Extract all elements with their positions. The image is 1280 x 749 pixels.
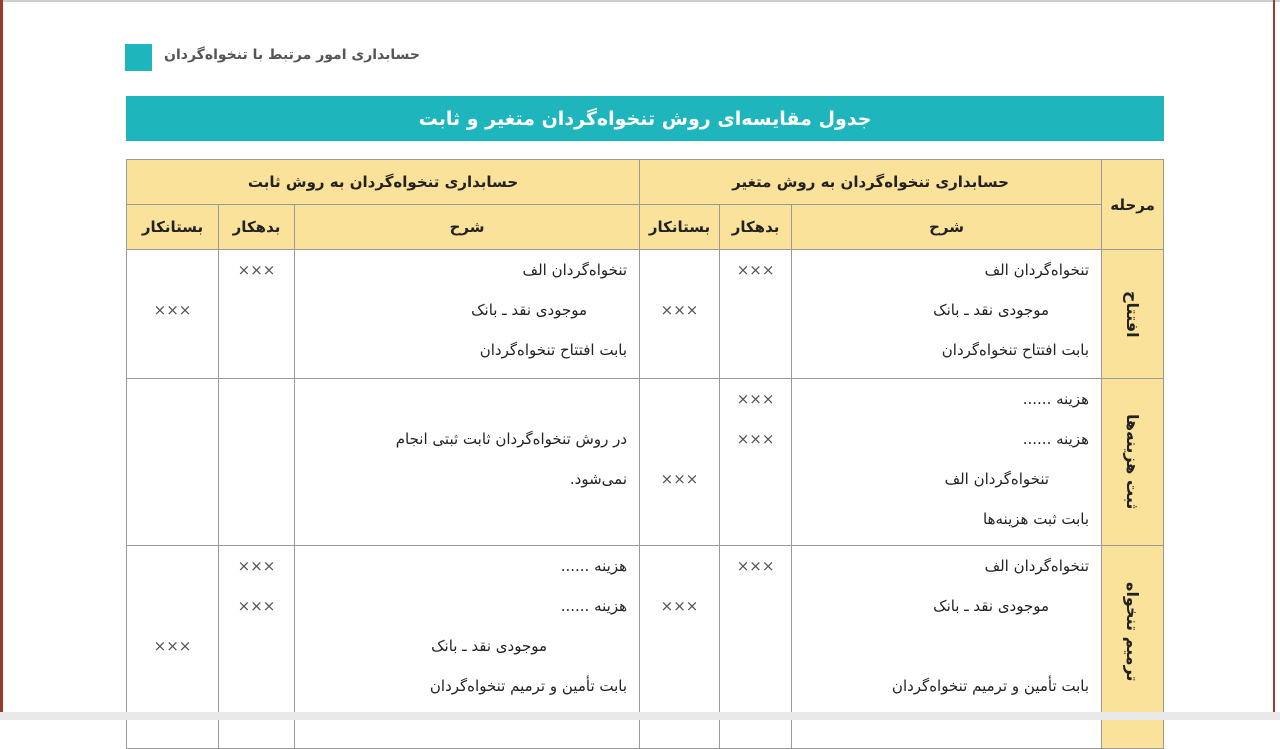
- table-row-partial: [127, 718, 1164, 749]
- fix-credit-cell: ×××: [127, 546, 219, 718]
- var-debit-cell: ×××: [720, 546, 792, 718]
- chapter-header: [125, 44, 425, 71]
- stage-cell: ثبت هزینه‌ها: [1102, 379, 1164, 546]
- table-row: [127, 250, 1164, 379]
- header-color-square: [125, 44, 152, 71]
- table-row: [127, 379, 1164, 546]
- fix-credit-cell: ×××: [127, 250, 219, 379]
- var-debit-header: بدهکار: [720, 205, 792, 250]
- stage-cell: افتتاح: [1102, 250, 1164, 379]
- var-debit-cell: ××× ×××: [720, 379, 792, 546]
- fix-desc-cell: هزینه ...... هزینه ...... موجودی نقد ـ بانک بابت تأمین و ترمیم تنخواه‌گردان: [295, 546, 640, 718]
- fix-debit-cell: ×××: [219, 250, 295, 379]
- var-credit-cell: ×××: [640, 250, 720, 379]
- fix-desc-header: شرح: [295, 205, 640, 250]
- fix-credit-header: بستانکار: [127, 205, 219, 250]
- fixed-method-header: حسابداری تنخواه‌گردان به روش ثابت: [127, 160, 640, 205]
- bottom-toolbar-strip: [0, 712, 1280, 720]
- fix-debit-cell: ××× ×××: [219, 546, 295, 718]
- fix-credit-cell: [127, 379, 219, 546]
- left-page-edge: [0, 0, 3, 720]
- chapter-header-text: حسابداری امور مرتبط با تنخواه‌گردان: [164, 47, 420, 63]
- var-desc-header: شرح: [792, 205, 1102, 250]
- var-credit-header: بستانکار: [640, 205, 720, 250]
- fix-desc-cell: تنخواه‌گردان الف موجودی نقد ـ بانک بابت افتتاح تنخواه‌گردان: [295, 250, 640, 379]
- table-row: [127, 546, 1164, 718]
- right-page-edge: [1273, 0, 1275, 720]
- comparison-table: [126, 159, 1164, 749]
- fix-desc-cell: در روش تنخواه‌گردان ثابت ثبتی انجام نمی‌شود.: [295, 379, 640, 546]
- fix-debit-cell: [219, 379, 295, 546]
- top-border: [0, 0, 1280, 2]
- var-credit-cell: ×××: [640, 379, 720, 546]
- var-desc-cell: تنخواه‌گردان الف موجودی نقد ـ بانک بابت تأمین و ترمیم تنخواه‌گردان: [792, 546, 1102, 718]
- table-title-bar: [126, 96, 1164, 141]
- stage-header: مرحله: [1102, 160, 1164, 250]
- var-desc-cell: تنخواه‌گردان الف موجودی نقد ـ بانک بابت افتتاح تنخواه‌گردان: [792, 250, 1102, 379]
- var-credit-cell: ×××: [640, 546, 720, 718]
- fix-debit-header: بدهکار: [219, 205, 295, 250]
- variable-method-header: حسابداری تنخواه‌گردان به روش متغیر: [640, 160, 1102, 205]
- table-title: جدول مقایسه‌ای روش تنخواه‌گردان متغیر و ثابت: [418, 107, 872, 130]
- var-desc-cell: هزینه ...... هزینه ...... تنخواه‌گردان الف بابت ثبت هزینه‌ها: [792, 379, 1102, 546]
- var-debit-cell: ×××: [720, 250, 792, 379]
- stage-cell: ترمیم تنخواه: [1102, 546, 1164, 718]
